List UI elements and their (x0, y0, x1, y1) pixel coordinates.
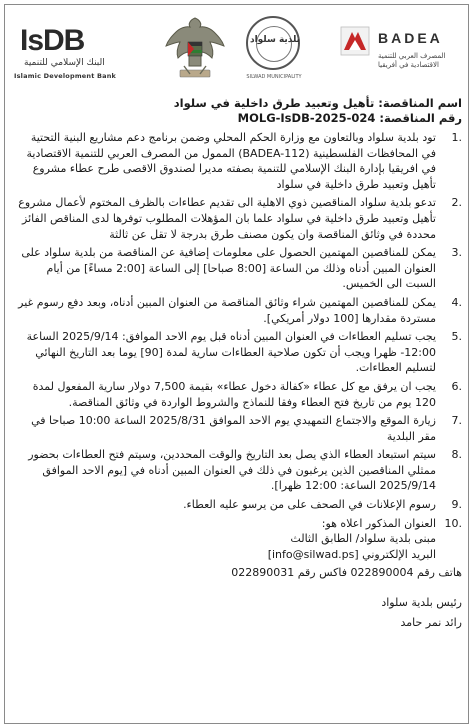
clause-number: .4 (451, 295, 462, 309)
palestine-eagle-icon (162, 12, 228, 88)
clause-item (14, 497, 462, 513)
silwad-seal-icon (246, 16, 300, 70)
address-email[interactable]: البريد الإلكتروني [info@silwad.ps] (267, 547, 436, 561)
clause-text: العنوان المذكور اعلاه هو: (321, 516, 436, 530)
announcement-body (14, 96, 462, 633)
clause-number: .9 (451, 498, 462, 512)
clause-number: .5 (451, 330, 462, 344)
signature-block (14, 593, 462, 633)
silwad-logo-english: SILWAD MUNICIPALITY (246, 74, 302, 80)
isdb-logo (10, 12, 120, 88)
signature-name: رائد نمر حامد (400, 616, 462, 630)
clause-item (14, 447, 462, 494)
clause-text: تود بلدية سلواد وبالتعاون مع وزارة الحكم المحلي وضمن برنامج دعم مشاريع البنية التحتية في المحافظات الفلسطينية (BADEA-112) الممول من المصرف العربي للتنمية الاقتصادية في افريقيا بإدارة البنك الإسلامي للتنمية بصفته مديرا لصندوق الاقصى طرح عطاء مشروع تأهيل وتعبيد طرق داخلية في سلواد (26, 131, 436, 191)
clause-item (14, 516, 462, 563)
clause-text: تدعو بلدية سلواد المناقصين ذوي الاهلية الى تقديم عطاءات بالظرف المختوم لأعمال مشروع تأهيل وتعبيد طرق داخلية في سلواد علما بان المؤهلات المطلوب توفرها لدى المناقص الفائز محددة في وثائق المناقصة وان يكون مصنف طرق بدرجة لا تقل عن ثالثة (18, 196, 436, 241)
address-building: مبنى بلدية سلواد/ الطابق الثالث (290, 532, 436, 546)
silwad-logo-arabic: بلدية سلواد (249, 35, 301, 45)
clause-item (14, 295, 462, 326)
clause-text: يمكن للمناقصين المهتمين شراء وثائق المناقصة من العنوان المبين أدناه، وبعد دفع رسوم غير مستردة مقدارها [100 دولار أمريكي]. (18, 295, 436, 325)
clause-item (14, 245, 462, 292)
signature-role: رئيس بلدية سلواد (381, 596, 462, 610)
clause-number: .7 (451, 414, 462, 428)
clause-text: زيارة الموقع والاجتماع التمهيدي يوم الاحد الموافق 2025/8/31 الساعة 10:00 صباحا في مقر البلدية (31, 414, 436, 443)
clause-item (14, 413, 462, 444)
clause-item (14, 329, 462, 376)
tender-number: رقم المناقصة: MOLG-IsDB-2025-024 (237, 111, 462, 125)
clause-text: يجب ان يرفق مع كل عطاء «كفالة دخول عطاء» بقيمة 7,500 دولار سارية المفعول لمدة 120 يوم من تاريخ فتح العطاء وفقا للنماذج والشروط الواردة في وثائق المناقصة. (32, 379, 436, 409)
logo-header (10, 12, 465, 88)
clause-number: .6 (451, 379, 462, 393)
clause-number: .2 (451, 196, 462, 210)
contact-phone-fax: هاتف رقم 022890004 فاكس رقم 022890031 (231, 566, 462, 580)
clause-list (14, 130, 462, 562)
clause-text: رسوم الإعلانات في الصحف على من يرسو عليه العطاء. (183, 498, 436, 512)
clause-text: سيتم استبعاد العطاء الذي يصل بعد التاريخ والوقت المحددين، وسيتم فتح العطاءات بحضور ممثلي المناقصين الذين يرغبون في ذلك في العنوان المبين أدناه في [يوم الاحد الموافق 2025/9/14 الساعة: 12:00 ظهرا]. (28, 448, 436, 493)
clause-number: .8 (451, 448, 462, 462)
clause-text: يمكن للمناقصين المهتمين الحصول على معلومات إضافية عن المناقصة من بلدية سلواد على العنوان المبين أدناه وذلك من الساعة [8:00 صباحا] إلى الساعة [2:00 مساءً] من أيام السبت الى الخميس. (21, 246, 436, 291)
badea-logo (340, 12, 465, 88)
clause-item (14, 130, 462, 192)
clause-number: .10 (444, 516, 462, 530)
isdb-logo-arabic: البنك الإسلامي للتنمية (24, 58, 105, 68)
badea-logo-name: BADEA (378, 30, 443, 46)
silwad-municipality-logo (240, 12, 308, 88)
badea-mark-icon (340, 26, 370, 56)
tender-title: اسم المناقصة: تأهيل وتعبيد طرق داخلية في سلواد (173, 96, 462, 110)
clause-item (14, 195, 462, 242)
clause-number: .3 (451, 246, 462, 260)
isdb-logo-english: Islamic Development Bank (14, 72, 117, 80)
clause-number: .1 (451, 131, 462, 144)
clause-item (14, 379, 462, 410)
badea-logo-arabic: المصرف العربي للتنمية الاقتصادية في أفريقيا (378, 52, 446, 69)
clause-text: يجب تسليم العطاءات في العنوان المبين أدناه قبل يوم الاحد الموافق: 2025/9/14 الساعة 12:00- ظهرا ويجب أن تكون صلاحية العطاءات سارية لمدة [90] يوما بعد التاريخ النهائي لتسليم العطاءات. (26, 330, 436, 375)
isdb-logo-mark: IsDB (20, 24, 85, 57)
